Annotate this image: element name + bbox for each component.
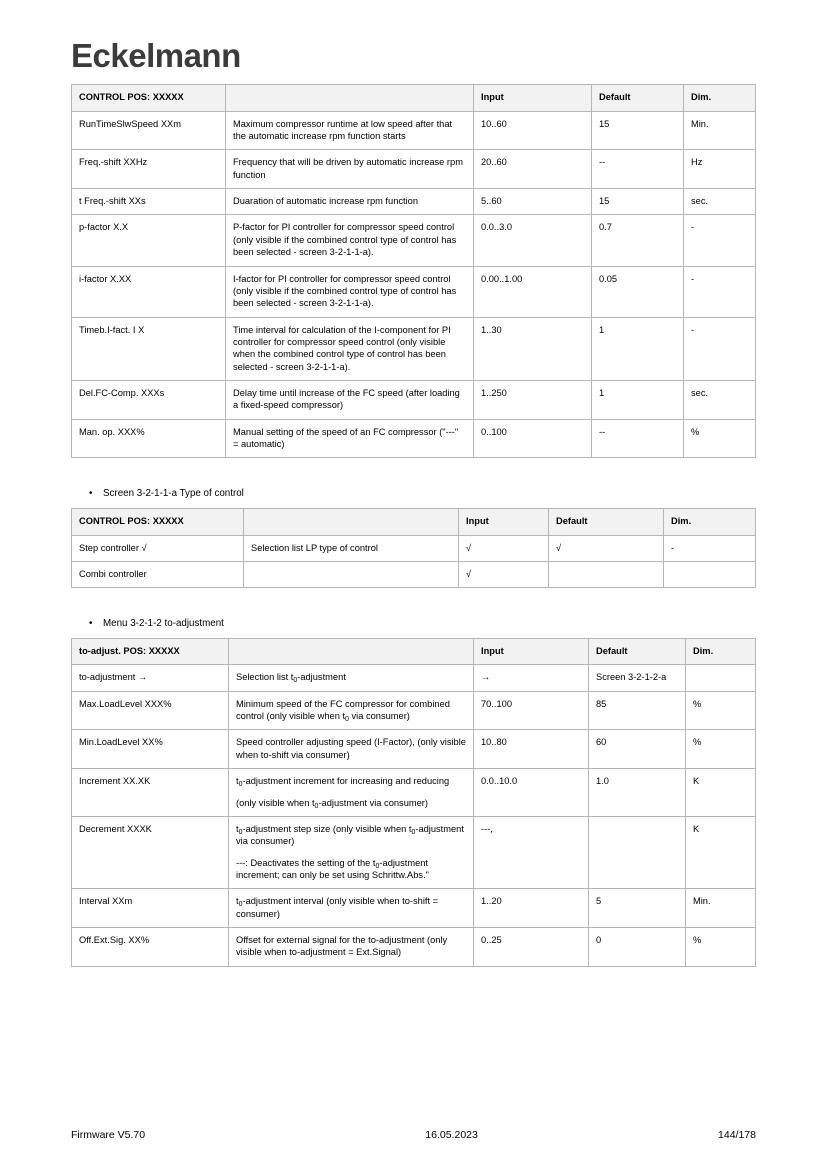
type-of-control-table <box>71 508 756 588</box>
footer-date: 16.05.2023 <box>425 1129 478 1141</box>
column-header-dim: Dim. <box>664 509 756 535</box>
column-header-input: Input <box>459 509 549 535</box>
cell-dim: Min. <box>684 111 756 150</box>
cell-description <box>244 561 459 587</box>
cell-parameter: t Freq.-shift XXs <box>72 189 226 215</box>
cell-description <box>229 769 474 817</box>
cell-input: 1..30 <box>474 317 592 380</box>
cell-dim: K <box>686 816 756 888</box>
cell-dim: Min. <box>686 889 756 928</box>
cell-description-note: (only visible when $t_0$-adjustment via consumer) <box>236 797 428 810</box>
cell-parameter: Timeb.I-fact. I X <box>72 317 226 380</box>
column-header-description <box>229 639 474 665</box>
cell-default <box>589 816 686 888</box>
table-header-row <box>72 639 756 665</box>
cell-parameter: p-factor X.X <box>72 215 226 266</box>
table-row <box>72 816 756 888</box>
cell-parameter: to-adjustment → <box>72 665 229 691</box>
cell-description: Minimum speed of the FC compressor for combined control (only visible when $t_0$ via consumer) <box>229 691 474 730</box>
cell-input: 0.0..3.0 <box>474 215 592 266</box>
table-row <box>72 691 756 730</box>
cell-parameter: Decrement XXXK <box>72 816 229 888</box>
cell-description: Manual setting of the speed of an FC compressor ("---" = automatic) <box>226 419 474 458</box>
cell-input: 5..60 <box>474 189 592 215</box>
cell-description: Maximum compressor runtime at low speed after that the automatic increase rpm function starts <box>226 111 474 150</box>
cell-description: Frequency that will be driven by automatic increase rpm function <box>226 150 474 189</box>
cell-dim: K <box>686 769 756 817</box>
cell-description: Offset for external signal for the to-adjustment (only visible when to-adjustment = Ext.Signal) <box>229 928 474 967</box>
cell-input: √ <box>459 535 549 561</box>
cell-description <box>229 816 474 888</box>
to-adjustment-table <box>71 638 756 967</box>
cell-parameter: Del.FC-Comp. XXXs <box>72 381 226 420</box>
cell-default: 0 <box>589 928 686 967</box>
cell-input: 0.0..10.0 <box>474 769 589 817</box>
cell-parameter: Step controller √ <box>72 535 244 561</box>
cell-default: 0.05 <box>592 266 684 317</box>
cell-default: 1.0 <box>589 769 686 817</box>
cell-dim <box>664 561 756 587</box>
cell-default: 15 <box>592 111 684 150</box>
cell-parameter: Min.LoadLevel XX% <box>72 730 229 769</box>
cell-input: 1..250 <box>474 381 592 420</box>
cell-input: 20..60 <box>474 150 592 189</box>
caption-menu-to-adjustment: • Menu 3-2-1-2 to-adjustment <box>89 618 756 631</box>
column-header-default: Default <box>549 509 664 535</box>
cell-description: Time interval for calculation of the I-component for PI controller for compressor speed control (only visible when the combined control type of control has been selected - screen 3-2-1-1-a). <box>226 317 474 380</box>
cell-description-note: ---: Deactivates the setting of the $t_0$-adjustment increment; can only be set using Schrittw.Abs." <box>236 857 429 880</box>
table-header-row <box>72 509 756 535</box>
table-row <box>72 189 756 215</box>
table-row <box>72 150 756 189</box>
cell-description: I-factor for PI controller for compressor speed control (only visible if the combined control type of control has been selected - screen 3-2-1-1-a). <box>226 266 474 317</box>
table-row <box>72 730 756 769</box>
cell-parameter: Off.Ext.Sig. XX% <box>72 928 229 967</box>
column-header-name: to-adjust. POS: XXXXX <box>72 639 229 665</box>
cell-dim: % <box>686 928 756 967</box>
cell-input: 1..20 <box>474 889 589 928</box>
cell-default: 60 <box>589 730 686 769</box>
column-header-dim: Dim. <box>686 639 756 665</box>
cell-dim: % <box>684 419 756 458</box>
footer-firmware: Firmware V5.70 <box>71 1129 146 1141</box>
cell-description: P-factor for PI controller for compressor speed control (only visible if the combined control type of control has been selected - screen 3-2-1-1-a). <box>226 215 474 266</box>
column-header-description <box>244 509 459 535</box>
cell-default: -- <box>592 150 684 189</box>
column-header-name: CONTROL POS: XXXXX <box>72 85 226 111</box>
cell-input: → <box>474 665 589 691</box>
table-row <box>72 266 756 317</box>
table-row <box>72 317 756 380</box>
cell-description-line: $t_0$-adjustment step size (only visible when $t_0$-adjustment via consumer) <box>236 823 464 847</box>
table-row <box>72 769 756 817</box>
cell-description: Speed controller adjusting speed (I-Factor), (only visible when to-shift via consumer) <box>229 730 474 769</box>
table-row <box>72 928 756 967</box>
caption-screen-type-of-control: • Screen 3-2-1-1-a Type of control <box>89 488 756 501</box>
table-row <box>72 561 756 587</box>
cell-description: $t_0$-adjustment interval (only visible when to-shift = consumer) <box>229 889 474 928</box>
column-header-default: Default <box>592 85 684 111</box>
cell-input: 0..25 <box>474 928 589 967</box>
cell-dim: - <box>684 317 756 380</box>
cell-description: Selection list $t_0$-adjustment <box>229 665 474 691</box>
column-header-dim: Dim. <box>684 85 756 111</box>
cell-input: 70..100 <box>474 691 589 730</box>
cell-default: 0.7 <box>592 215 684 266</box>
cell-default: -- <box>592 419 684 458</box>
cell-default: 85 <box>589 691 686 730</box>
cell-input: ---, <box>474 816 589 888</box>
cell-dim: % <box>686 730 756 769</box>
cell-parameter: Increment XX.XK <box>72 769 229 817</box>
table-row <box>72 111 756 150</box>
table-row <box>72 381 756 420</box>
cell-dim: Hz <box>684 150 756 189</box>
cell-input: 10..80 <box>474 730 589 769</box>
cell-default: √ <box>549 535 664 561</box>
table-row <box>72 535 756 561</box>
company-logo: Eckelmann <box>71 37 241 74</box>
control-pos-table <box>71 84 756 458</box>
cell-dim: - <box>664 535 756 561</box>
table-row <box>72 215 756 266</box>
cell-parameter: i-factor X.XX <box>72 266 226 317</box>
cell-dim: sec. <box>684 189 756 215</box>
cell-default: Screen 3-2-1-2-a <box>589 665 686 691</box>
cell-dim <box>686 665 756 691</box>
cell-dim: - <box>684 266 756 317</box>
cell-parameter: Combi controller <box>72 561 244 587</box>
footer-page-number: 144/178 <box>718 1129 756 1141</box>
cell-input: 0..100 <box>474 419 592 458</box>
cell-default: 1 <box>592 381 684 420</box>
column-header-name: CONTROL POS: XXXXX <box>72 509 244 535</box>
cell-parameter: Freq.-shift XXHz <box>72 150 226 189</box>
cell-dim: sec. <box>684 381 756 420</box>
page-footer <box>71 1129 756 1141</box>
column-header-input: Input <box>474 85 592 111</box>
cell-dim: % <box>686 691 756 730</box>
cell-description-line: $t_0$-adjustment increment for increasing and reducing <box>236 776 450 789</box>
column-header-input: Input <box>474 639 589 665</box>
cell-input: 0.00..1.00 <box>474 266 592 317</box>
table-row <box>72 889 756 928</box>
column-header-default: Default <box>589 639 686 665</box>
cell-description: Delay time until increase of the FC speed (after loading a fixed-speed compressor) <box>226 381 474 420</box>
cell-description: Duaration of automatic increase rpm function <box>226 189 474 215</box>
table-row <box>72 665 756 691</box>
cell-default: 15 <box>592 189 684 215</box>
cell-default <box>549 561 664 587</box>
cell-description: Selection list LP type of control <box>244 535 459 561</box>
cell-parameter: RunTimeSlwSpeed XXm <box>72 111 226 150</box>
cell-default: 1 <box>592 317 684 380</box>
table-row <box>72 419 756 458</box>
cell-parameter: Max.LoadLevel XXX% <box>72 691 229 730</box>
column-header-description <box>226 85 474 111</box>
table-header-row <box>72 85 756 111</box>
cell-parameter: Interval XXm <box>72 889 229 928</box>
cell-input: √ <box>459 561 549 587</box>
cell-parameter: Man. op. XXX% <box>72 419 226 458</box>
cell-input: 10..60 <box>474 111 592 150</box>
cell-dim: - <box>684 215 756 266</box>
cell-default: 5 <box>589 889 686 928</box>
